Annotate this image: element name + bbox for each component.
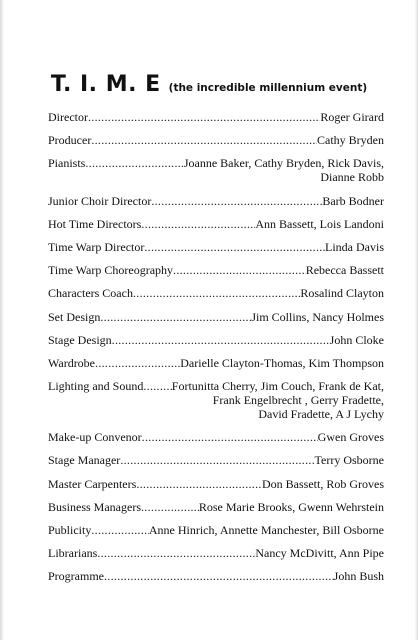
credit-names: John Cloke [329,332,384,347]
credit-line [48,430,384,444]
credit-names-continued: Frank Engelbrecht , Gerry Fradette, [212,393,384,408]
credit-role: Time Warp Choreography [48,263,174,278]
credit-names-continued: David Fradette, A J Lychy [258,407,384,422]
credit-names: Darielle Clayton-Thomas, Kim Thompson [180,355,384,370]
dot-leader [97,546,255,560]
credit-names: Don Bassett, Rob Groves [262,476,384,491]
credit-row [48,430,384,444]
credit-line [48,500,384,514]
dot-leader [144,240,325,254]
credit-role: Wardrobe [48,355,96,370]
credit-role: Characters Coach [48,286,133,301]
credit-names: Gwen Groves [317,430,384,445]
credit-names: Linda Davis [325,239,384,254]
dot-leader [120,453,314,467]
credit-names: Joanne Baker, Cathy Bryden, Rick Davis, [183,156,384,171]
program-title [0,72,418,97]
credit-line [48,453,384,467]
credit-line [48,546,384,560]
credit-line [48,310,384,324]
dot-leader [100,310,251,324]
credit-line [48,240,384,254]
credit-row [48,217,384,231]
dot-leader [143,379,171,393]
credit-line [48,194,384,208]
credit-row [48,546,384,560]
credit-names: Terry Osborne [314,453,384,468]
dot-leader [151,194,322,208]
credit-names: Rose Marie Brooks, Gwenn Wehrstein [198,499,384,514]
credit-row [48,310,384,324]
dot-leader [88,110,320,124]
credit-role: Programme [48,569,104,584]
credit-names: Roger Girard [320,110,384,124]
title-subtitle: (the incredible millennium event) [168,82,368,94]
credit-row [48,453,384,467]
credit-names: Nancy McDivitt, Ann Pipe [255,546,384,561]
dot-leader [142,430,318,444]
credit-role: Publicity [48,523,92,537]
credit-row [48,156,384,184]
credit-role: Business Managers [48,499,141,514]
credit-names-continued: Dianne Robb [320,170,384,185]
credit-line [48,263,384,277]
credit-line [48,379,384,393]
credit-role: Time Warp Director [48,239,145,254]
credit-names: Barb Bodner [322,193,384,208]
credit-row [48,240,384,254]
credit-row [48,356,384,370]
credit-line [48,569,384,583]
credit-line [48,523,384,537]
credit-line [48,286,384,300]
credit-row [48,569,384,583]
dot-leader [91,133,317,147]
credit-names: Rosalind Clayton [300,286,384,301]
credit-role: Stage Design [48,332,112,347]
credit-role: Lighting and Sound [48,379,144,394]
credit-row [48,133,384,147]
dot-leader [141,217,255,231]
dot-leader [136,477,262,491]
dot-leader [112,333,330,347]
credit-line [48,156,384,170]
credit-row [48,263,384,277]
credit-names: John Bush [333,569,384,584]
credit-names: Rebecca Bassett [305,263,384,278]
credit-row [48,110,384,124]
credit-role: Director [48,110,88,124]
credit-role: Hot Time Directors [48,216,142,231]
credit-row [48,333,384,347]
credit-role: Set Design [48,309,101,324]
credit-role: Master Carpenters [48,476,137,491]
credit-names: Anne Hinrich, Annette Manchester, Bill Osborne [148,523,384,537]
credit-role: Junior Choir Director [48,193,152,208]
credit-names: Fortunitta Cherry, Jim Couch, Frank de Kat, [171,379,384,394]
credit-role: Producer [48,133,92,148]
dot-leader [95,356,180,370]
credit-names: Cathy Bryden [317,133,384,148]
dot-leader [141,500,199,514]
dot-leader [133,286,300,300]
dot-leader [104,569,334,583]
credit-line [48,477,384,491]
credit-row [48,500,384,514]
credit-row [48,194,384,208]
credit-row [48,477,384,491]
credit-line [48,333,384,347]
credit-line [48,356,384,370]
credit-row [48,379,384,421]
credit-line [48,110,384,124]
dot-leader [85,156,184,170]
credit-role: Pianists [48,156,86,171]
credits-list [48,110,384,593]
credit-row [48,523,384,537]
credit-role: Librarians [48,546,98,561]
dot-leader [173,263,306,277]
credit-names: Ann Bassett, Lois Landoni [255,216,384,231]
credit-line [48,217,384,231]
credit-row [48,286,384,300]
credit-role: Make-up Convenor [48,430,142,445]
credit-role: Stage Manager [48,453,121,468]
credit-line [48,133,384,147]
title-main: T. I. M. E [50,72,161,97]
dot-leader [91,523,149,537]
credit-names: Jim Collins, Nancy Holmes [251,309,384,324]
